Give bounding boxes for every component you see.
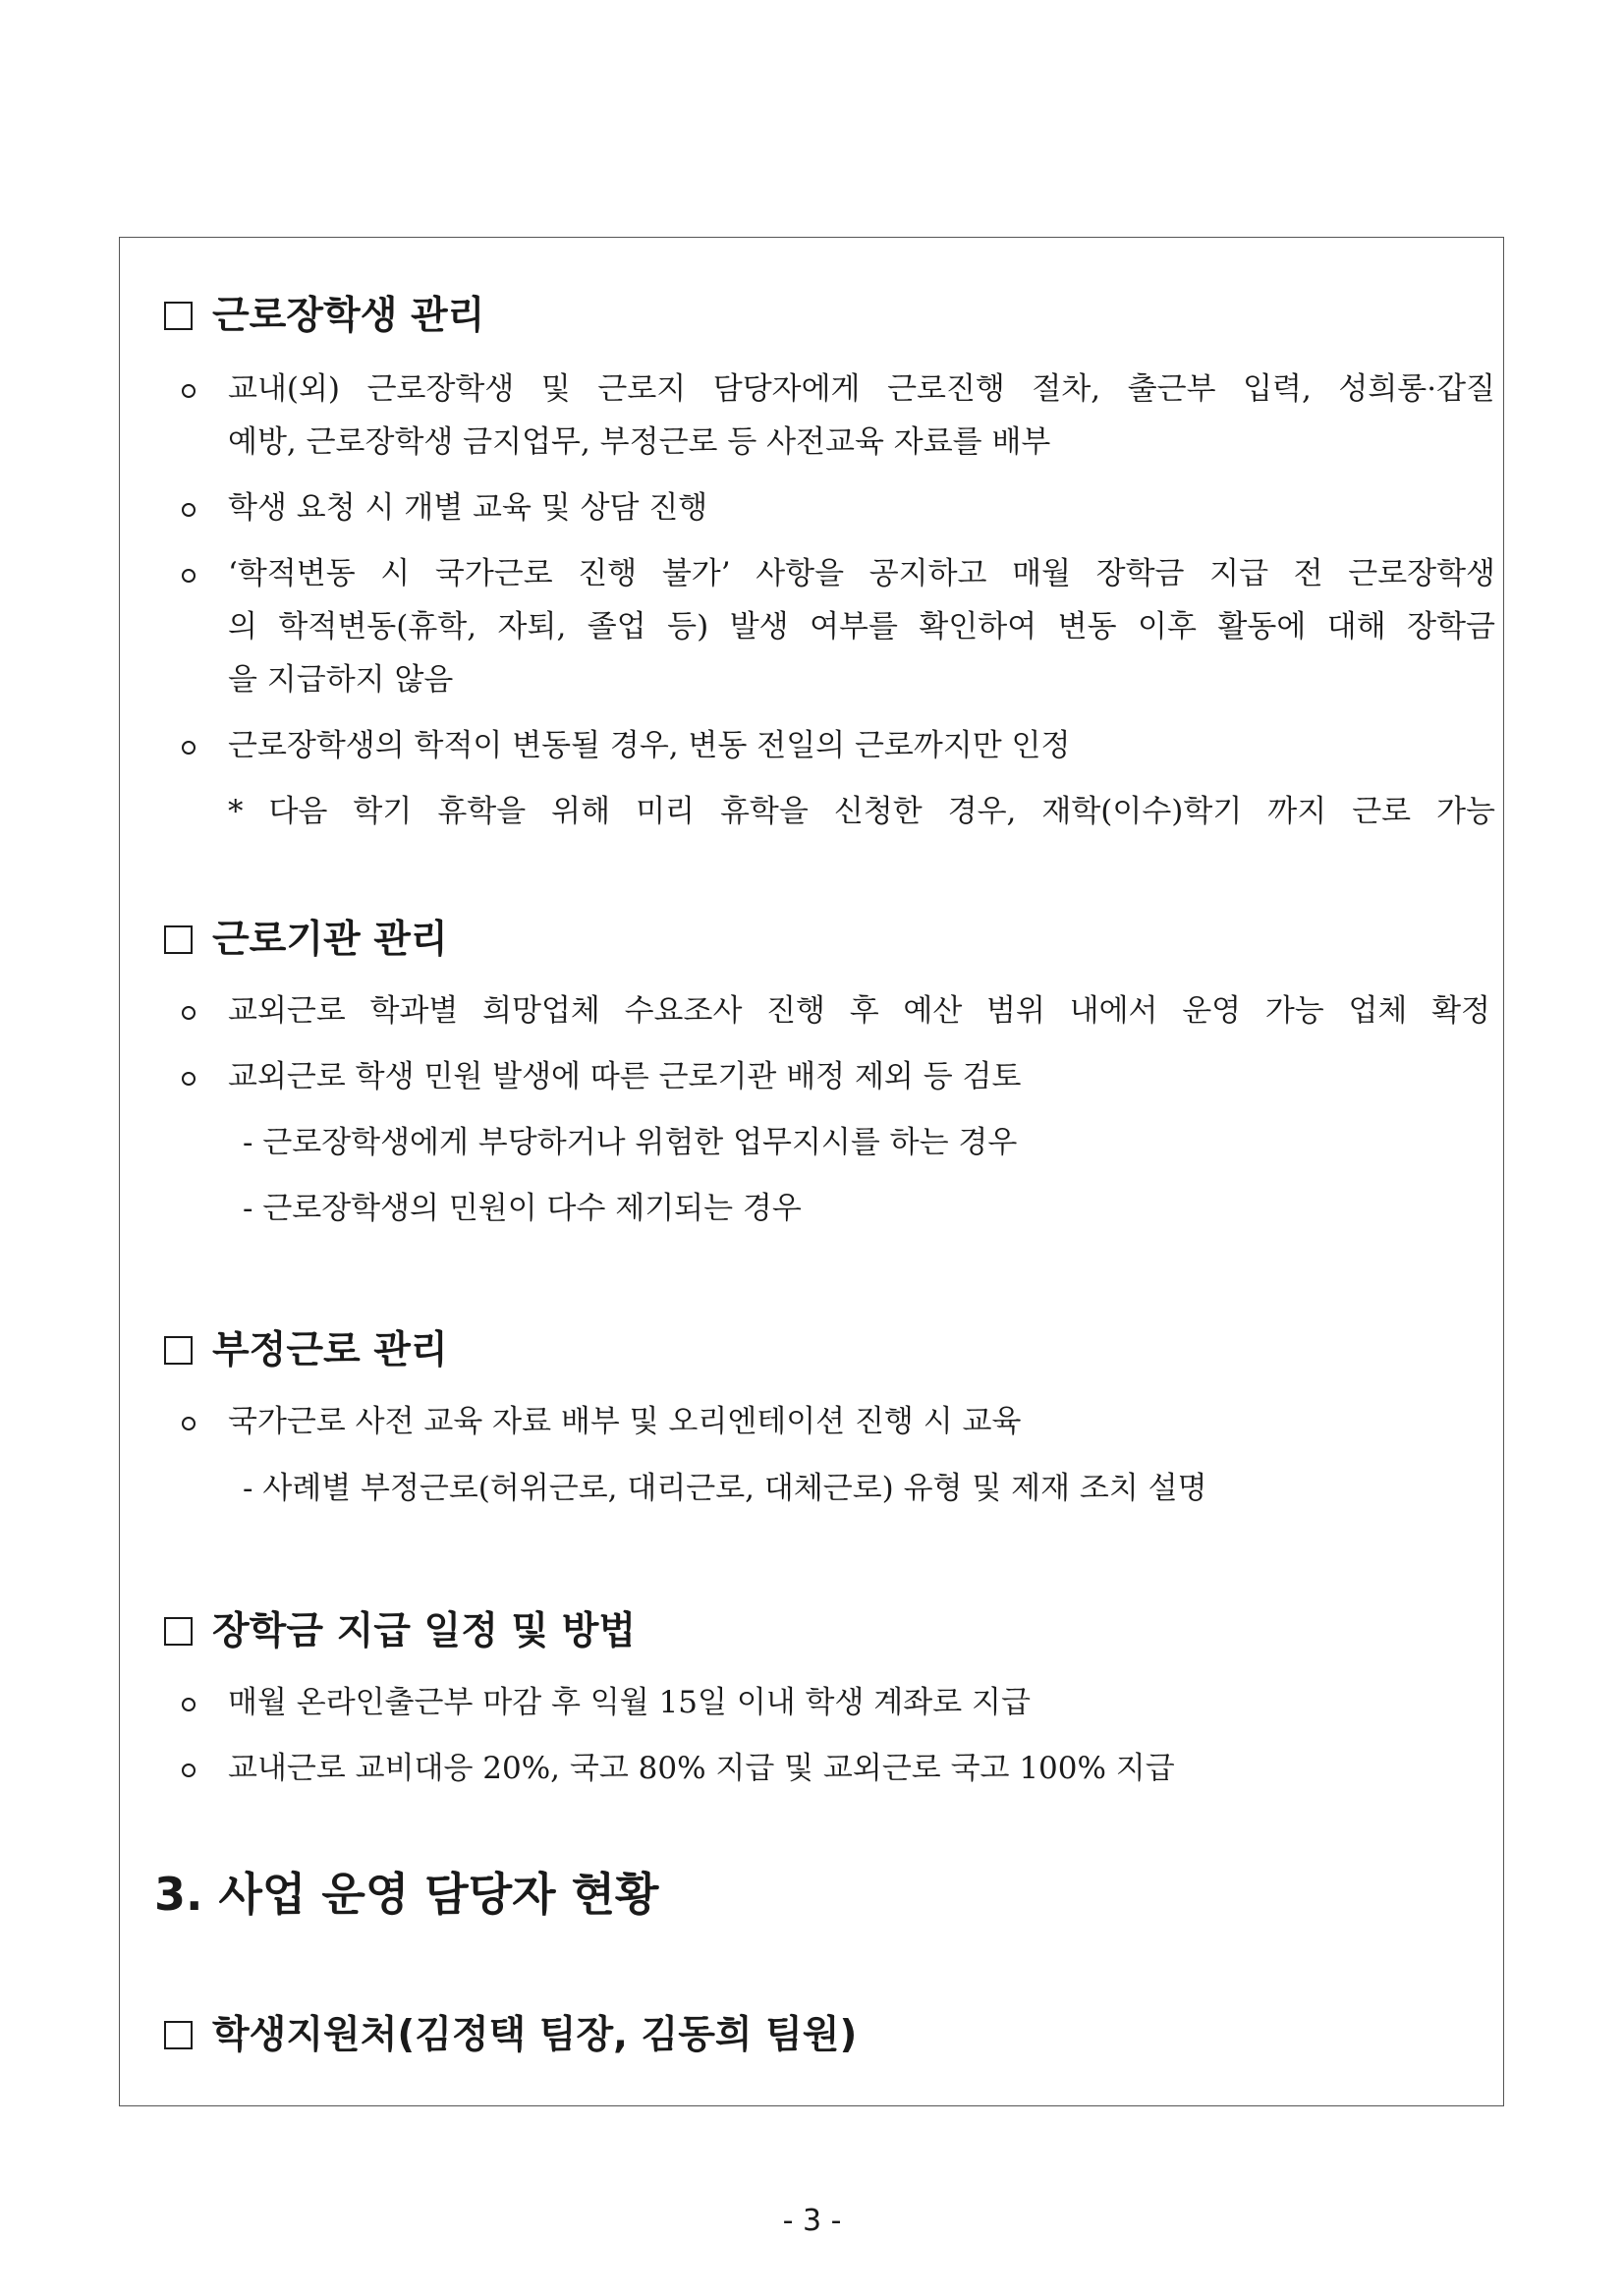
list-item-line: 교외근로 학생 민원 발생에 따른 근로기관 배정 제외 등 검토 (228, 1059, 1022, 1094)
dash-item-line: - 근로장학생의 민원이 다수 제기되는 경우 (243, 1191, 802, 1226)
bullet-icon (182, 569, 196, 583)
checkbox-square (164, 1336, 193, 1365)
heading-student-management: 근로장학생 관리 (164, 297, 484, 335)
bullet-icon (182, 1417, 196, 1430)
bullet-icon (182, 741, 196, 755)
section-title: 3. 사업 운영 담당자 현황 (154, 1868, 659, 1921)
note-line: * 다음 학기 휴학을 위해 미리 휴학을 신청한 경우, 재학(이수)학기 까지 근로 가능 (228, 794, 1495, 829)
list-item-line: 근로장학생의 학적이 변동될 경우, 변동 전일의 근로까지만 인정 (228, 728, 1071, 763)
heading-scholarship-schedule: 장학금 지급 일정 및 방법 (164, 1612, 636, 1651)
list-item-line: ‘학적변동 시 국가근로 진행 불가’ 사항을 공지하고 매월 장학금 지급 전 근로장학생 (228, 556, 1495, 591)
heading-institution-management: 근로기관 관리 (164, 921, 448, 959)
list-item-line: 교내근로 교비대응 20%, 국고 80% 지급 및 교외근로 국고 100% 지급 (228, 1751, 1175, 1786)
checkbox-square (164, 302, 193, 330)
bullet-icon (182, 503, 196, 517)
bullet-icon (182, 384, 196, 398)
list-item-line: 매월 온라인출근부 마감 후 익월 15일 이내 학생 계좌로 지급 (228, 1685, 1031, 1720)
list-item-line: 국가근로 사전 교육 자료 배부 및 오리엔테이션 진행 시 교육 (228, 1404, 1022, 1439)
heading-student-support: 학생지원처(김정택 팀장, 김동희 팀원) (164, 2016, 857, 2054)
list-item-line: 학생 요청 시 개별 교육 및 상담 진행 (228, 490, 708, 526)
bullet-icon (182, 1006, 196, 1020)
bullet-icon (182, 1698, 196, 1711)
heading-fraud-management: 부정근로 관리 (164, 1331, 448, 1370)
checkbox-square (164, 2021, 193, 2049)
list-item-line: 의 학적변동(휴학, 자퇴, 졸업 등) 발생 여부를 확인하여 변동 이후 활동에 대해 장학금 (228, 609, 1495, 644)
dash-item-line: - 근로장학생에게 부당하거나 위험한 업무지시를 하는 경우 (243, 1125, 1018, 1160)
checkbox-square (164, 925, 193, 954)
list-item-line: 을 지급하지 않음 (228, 662, 454, 698)
bullet-icon (182, 1072, 196, 1086)
checkbox-square (164, 1617, 193, 1646)
list-item-line: 예방, 근로장학생 금지업무, 부정근로 등 사전교육 자료를 배부 (228, 424, 1051, 460)
page-number: - 3 - (782, 2204, 842, 2238)
dash-item-line: - 사례별 부정근로(허위근로, 대리근로, 대체근로) 유형 및 제재 조치 설명 (243, 1471, 1207, 1506)
bullet-icon (182, 1764, 196, 1777)
list-item-line: 교내(외) 근로장학생 및 근로지 담당자에게 근로진행 절차, 출근부 입력, 성희롱·갑질 (228, 371, 1495, 407)
list-item-line: 교외근로 학과별 희망업체 수요조사 진행 후 예산 범위 내에서 운영 가능 업체 확정 (228, 993, 1490, 1029)
